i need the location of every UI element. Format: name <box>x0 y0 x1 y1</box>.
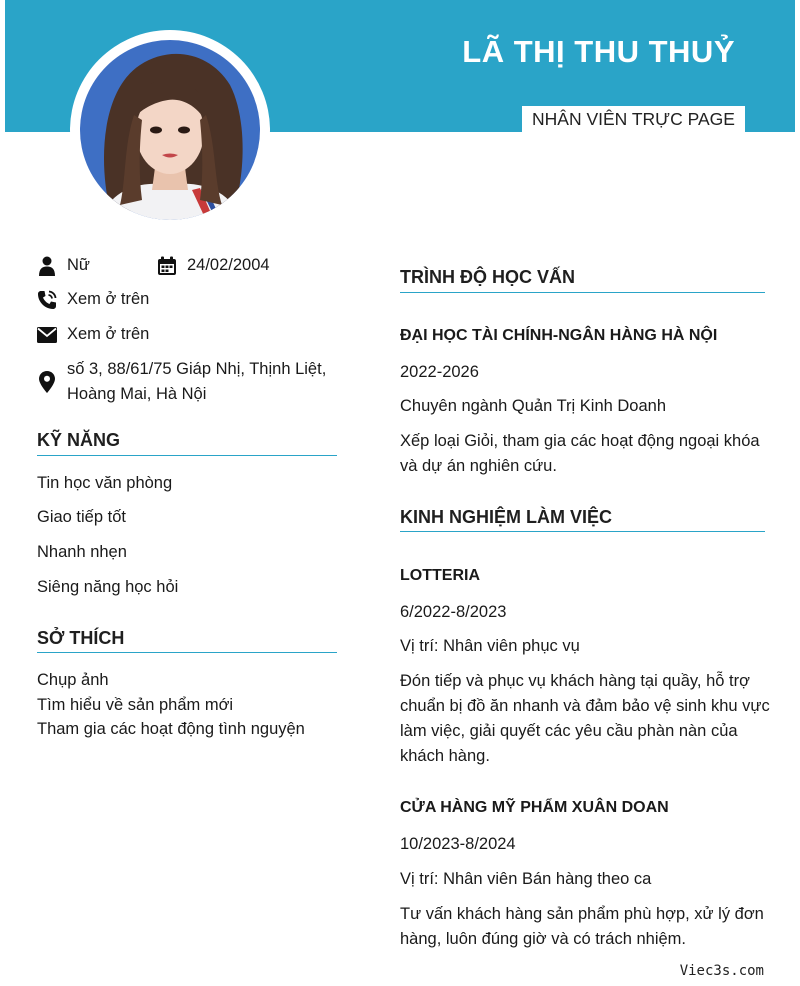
job-description: Đón tiếp và phục vụ khách hàng tại quầy, hỗ trợ chuẩn bị đồ ăn nhanh và đảm bảo vệ sinh khu vực làm việc, giải quyết các yêu cầu phàn nàn của khách hàng. <box>400 672 770 765</box>
gender-row <box>37 253 90 278</box>
watermark: Viec3s.com <box>679 963 764 979</box>
education-school: ĐẠI HỌC TÀI CHÍNH-NGÂN HÀNG HÀ NỘI <box>400 327 718 344</box>
job-company: CỬA HÀNG MỸ PHẨM XUÂN DOAN <box>400 799 669 816</box>
gender-value: Nữ <box>67 256 90 274</box>
skills-divider <box>37 455 337 456</box>
phone-icon <box>37 287 57 312</box>
job-description: Tư vấn khách hàng sản phẩm phù hợp, xử lý đơn hàng, luôn đúng giờ và có trách nhiệm. <box>400 905 764 948</box>
address-value: số 3, 88/61/75 Giáp Nhị, Thịnh Liệt, Hoàng Mai, Hà Nội <box>67 360 327 403</box>
hobby-item: Tìm hiểu về sản phẩm mới <box>37 695 234 714</box>
birthdate-value: 24/02/2004 <box>187 256 270 274</box>
skill-item: Tin học văn phòng <box>37 474 173 492</box>
hobby-item: Tham gia các hoạt động tình nguyện <box>37 720 305 738</box>
job-period: 10/2023-8/2024 <box>400 835 516 853</box>
hobby-item: Chụp ảnh <box>37 671 109 689</box>
experience-divider <box>400 531 765 532</box>
education-major: Chuyên ngành Quản Trị Kinh Doanh <box>400 397 667 415</box>
job-position: Vị trí: Nhân viên Bán hàng theo ca <box>400 870 652 888</box>
skill-item: Nhanh nhẹn <box>37 543 127 561</box>
calendar-icon <box>157 253 177 278</box>
education-title: TRÌNH ĐỘ HỌC VẤN <box>400 267 575 287</box>
person-icon <box>37 253 57 278</box>
skills-title: KỸ NĂNG <box>37 430 121 450</box>
avatar <box>80 40 260 220</box>
experience-title: KINH NGHIỆM LÀM VIỆC <box>400 507 613 527</box>
phone-row <box>37 287 149 312</box>
education-period: 2022-2026 <box>400 363 479 381</box>
avatar-photo <box>80 40 260 220</box>
candidate-name: LÃ THỊ THU THUỶ <box>462 34 735 69</box>
job-period: 6/2022-8/2023 <box>400 603 507 621</box>
birthdate-row <box>157 253 270 278</box>
education-note: Xếp loại Giỏi, tham gia các hoạt động ngoại khóa và dự án nghiên cứu. <box>400 432 760 475</box>
hobbies-title: SỞ THÍCH <box>37 628 125 648</box>
email-row <box>37 322 149 347</box>
hobbies-divider <box>37 652 337 653</box>
email-value: Xem ở trên <box>67 325 150 343</box>
location-icon <box>37 357 57 407</box>
education-divider <box>400 292 765 293</box>
phone-value: Xem ở trên <box>67 290 150 308</box>
email-icon <box>37 322 57 347</box>
skill-item: Giao tiếp tốt <box>37 508 126 526</box>
job-position: Vị trí: Nhân viên phục vụ <box>400 637 580 655</box>
job-title: NHÂN VIÊN TRỰC PAGE <box>522 106 745 132</box>
job-company: LOTTERIA <box>400 567 480 584</box>
address-row <box>37 357 327 407</box>
skill-item: Siêng năng học hỏi <box>37 578 179 596</box>
hobbies-list <box>37 668 305 742</box>
